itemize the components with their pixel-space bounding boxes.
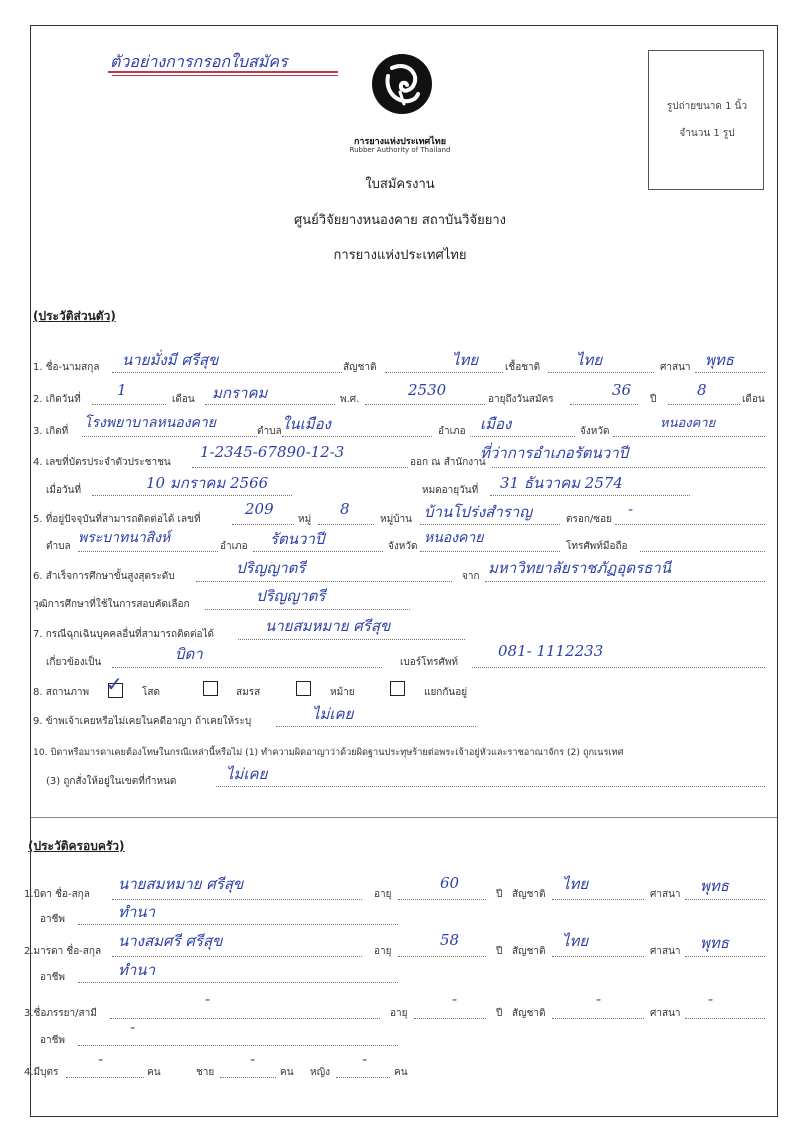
issued-line [492, 467, 765, 468]
parent-crime-text-1: 10. บิดาหรือมารดาเคยต้องโทษในกรณีเหล่านี้หรือไม่ (1) ทำความผิดอาญาว่าด้วยผิดฐานประทุษร้ายต่อพระเจ้าอยู่หัวและราชอาณาจักร (2) ถูกเนรเทศ [33, 747, 624, 758]
mother-years-label: ปี [496, 946, 503, 957]
status-separated-checkbox[interactable] [390, 681, 405, 696]
ethnicity-line [548, 372, 654, 373]
birthplace-line [82, 436, 257, 437]
spouse-age-line [414, 1018, 486, 1019]
mother-occupation-label: อาชีพ [40, 972, 65, 983]
crime-line [276, 726, 476, 727]
birth-subdistrict-label: ตำบล [257, 426, 282, 437]
nationality-line [385, 372, 503, 373]
expiry-value[interactable]: 31 ธันวาคม 2574 [500, 474, 623, 492]
crime-value[interactable]: ไม่เคย [312, 705, 354, 723]
birth-district-value[interactable]: เมือง [480, 415, 512, 433]
father-occupation-label: อาชีพ [40, 914, 65, 925]
mobile-line [640, 551, 765, 552]
spouse-religion[interactable]: - [708, 990, 714, 1008]
section-divider-1 [31, 817, 777, 818]
father-religion[interactable]: พุทธ [700, 877, 729, 895]
form-title: ใบสมัครงาน [365, 177, 435, 192]
children-total-line [66, 1077, 144, 1078]
mother-nationality-line [552, 956, 644, 957]
moo-label: หมู่ [298, 514, 312, 525]
birth-province-value[interactable]: หนองคาย [660, 416, 716, 431]
crime-label: 9. ข้าพเจ้าเคยหรือไม่เคยในคดีอาญา ถ้าเคยให้ระบุ [33, 716, 252, 727]
qual-value[interactable]: ปริญญาตรี [256, 587, 326, 605]
soi-value[interactable]: - [628, 500, 634, 518]
name-value[interactable]: นายมั่งมี ศรีสุข [122, 351, 219, 369]
mother-religion-line [685, 956, 765, 957]
addr-province-label: จังหวัด [388, 541, 418, 552]
birthplace-value[interactable]: โรงพยาบาลหนองคาย [84, 415, 216, 431]
children-label: 4.มีบุตร [24, 1067, 59, 1078]
children-female-line [336, 1077, 390, 1078]
spouse-occupation-line [78, 1045, 398, 1046]
edu-value[interactable]: ปริญญาตรี [236, 559, 306, 577]
addr-province-line [420, 551, 560, 552]
spouse-name[interactable]: - [205, 990, 211, 1008]
status-separated-label: แยกกันอยู่ [424, 687, 468, 698]
expiry-line [490, 495, 690, 496]
years-label: ปี [650, 394, 657, 405]
status-single-label: โสด [142, 687, 160, 698]
age-years-value[interactable]: 36 [612, 381, 632, 399]
qual-line [205, 609, 410, 610]
children-unit-3: คน [394, 1067, 408, 1078]
issued-label: ออก ณ สำนักงาน [410, 457, 486, 468]
status-married-checkbox[interactable] [203, 681, 218, 696]
age-label: อายุถึงวันสมัคร [488, 394, 554, 405]
addr-province-value[interactable]: หนองคาย [424, 530, 484, 546]
nationality-label: สัญชาติ [343, 362, 377, 373]
parent-crime-text-2: (3) ถูกสั่งให้อยู่ในเขตที่กำหนด [46, 776, 177, 787]
children-female-label: หญิง [310, 1067, 330, 1078]
mother-religion-label: ศาสนา [650, 946, 681, 957]
spouse-occupation-label: อาชีพ [40, 1035, 65, 1046]
emergency-label: 7. กรณีฉุกเฉินบุคคลอื่นที่สามารถติดต่อได้ [33, 629, 215, 640]
name-line [112, 372, 342, 373]
form-org-title: การยางแห่งประเทศไทย [333, 248, 467, 263]
issue-date-label: เมื่อวันที่ [46, 485, 82, 496]
spouse-nationality-label: สัญชาติ [512, 1008, 546, 1019]
months-label: เดือน [742, 394, 765, 405]
father-occupation[interactable]: ทำนา [118, 903, 155, 921]
age-months-line [668, 404, 740, 405]
age-months-value[interactable]: 8 [697, 381, 707, 399]
org-name-th: การยางแห่งประเทศไทย [353, 137, 447, 147]
edu-label: 6. สำเร็จการศึกษาขั้นสูงสุดระดับ [33, 571, 175, 582]
org-name-en: Rubber Authority of Thailand [349, 146, 451, 154]
id-label: 4. เลขที่บัตรประจำตัวประชาชน [33, 457, 171, 468]
sample-note: ตัวอย่างการกรอกใบสมัคร [110, 52, 288, 71]
father-name[interactable]: นายสมหมาย ศรีสุข [118, 875, 244, 893]
edu-line [196, 581, 452, 582]
year-value[interactable]: 2530 [408, 381, 447, 399]
birth-district-line [470, 436, 575, 437]
id-value[interactable]: 1-2345-67890-12-3 [200, 443, 345, 461]
mother-occupation-line [78, 982, 398, 983]
edu-from-value[interactable]: มหาวิทยาลัยราชภัฏอุดรธานี [488, 559, 671, 577]
issue-date-line [92, 495, 292, 496]
addr-subdistrict-value[interactable]: พระบาทนาสิงห์ [78, 530, 171, 546]
year-line [365, 404, 485, 405]
address-label: 5. ที่อยู่ปัจจุบันที่สามารถติดต่อได้ เลขที่ [33, 514, 201, 525]
mobile-label: โทรศัพท์มือถือ [566, 541, 628, 552]
spouse-religion-label: ศาสนา [650, 1008, 681, 1019]
status-single-check-mark: ✓ [106, 672, 123, 696]
year-label: พ.ศ. [340, 394, 360, 405]
addr-district-label: อำเภอ [220, 541, 248, 552]
phone-label: เบอร์โทรศัพท์ [400, 657, 459, 668]
mother-age[interactable]: 58 [440, 931, 460, 949]
children-male-line [220, 1077, 276, 1078]
parent-crime-value[interactable]: ไม่เคย [226, 765, 268, 783]
phone-value[interactable]: 081- 1112233 [498, 642, 604, 660]
spouse-age-label: อายุ [390, 1008, 408, 1019]
spouse-label: 3.ชื่อภรรยา/สามี [24, 1008, 97, 1019]
children-total[interactable]: - [98, 1050, 104, 1068]
edu-from-line [485, 581, 765, 582]
dob-label: 2. เกิดวันที่ [33, 394, 81, 405]
mother-label: 2.มารดา ชื่อ-สกุล [24, 946, 102, 957]
children-male[interactable]: - [250, 1050, 256, 1068]
photo-box-line1: รูปถ่ายขนาด 1 นิ้ว [666, 101, 748, 112]
children-unit-2: คน [280, 1067, 294, 1078]
mother-name[interactable]: นางสมศรี ศรีสุข [118, 932, 223, 950]
birth-subdistrict-value[interactable]: ในเมือง [282, 415, 331, 433]
village-value[interactable]: บ้านโปร่งสำราญ [424, 503, 532, 521]
village-label: หมู่บ้าน [380, 514, 412, 525]
addr-subdistrict-line [78, 551, 218, 552]
mother-name-line [112, 956, 362, 957]
photo-box [648, 50, 764, 190]
mother-occupation[interactable]: ทำนา [118, 961, 155, 979]
religion-label: ศาสนา [660, 362, 691, 373]
relation-line [112, 667, 382, 668]
father-religion-line [685, 899, 765, 900]
day-line [92, 404, 166, 405]
sample-underline-2 [112, 75, 338, 76]
issue-date-value[interactable]: 10 มกราคม 2566 [146, 474, 269, 492]
ethnicity-label: เชื้อชาติ [505, 362, 541, 373]
spouse-nationality[interactable]: - [596, 990, 602, 1008]
edu-from-label: จาก [462, 571, 480, 582]
phone-line [472, 667, 765, 668]
birthplace-label: 3. เกิดที่ [33, 426, 69, 437]
status-married-label: สมรส [236, 687, 261, 698]
house-no-value[interactable]: 209 [245, 500, 274, 518]
name-label: 1. ชื่อ-นามสกุล [33, 362, 100, 373]
rubber-authority-logo [370, 52, 434, 116]
mother-nationality[interactable]: ไทย [562, 932, 589, 950]
soi-line [615, 524, 765, 525]
status-label: 8. สถานภาพ [33, 687, 90, 698]
birth-subdistrict-line [282, 436, 432, 437]
status-widowed-label: หม้าย [330, 687, 355, 698]
village-line [420, 524, 560, 525]
qual-label: วุฒิการศึกษาที่ใช้ในการสอบคัดเลือก [33, 599, 190, 610]
birth-province-line [613, 436, 765, 437]
age-years-line [570, 404, 638, 405]
personal-section-title: (ประวัติส่วนตัว) [33, 309, 116, 323]
spouse-religion-line [685, 1018, 765, 1019]
issued-value[interactable]: ที่ว่าการอำเภอรัตนวาปี [480, 444, 629, 462]
father-nationality[interactable]: ไทย [562, 875, 589, 893]
spouse-years-label: ปี [496, 1008, 503, 1019]
photo-box-line2: จำนวน 1 รูป [679, 128, 735, 139]
emergency-value[interactable]: นายสมหมาย ศรีสุข [265, 617, 391, 635]
nationality-value[interactable]: ไทย [452, 351, 479, 369]
father-age-line [398, 899, 486, 900]
family-section-title: (ประวัติครอบครัว) [28, 839, 125, 853]
moo-value[interactable]: 8 [340, 500, 350, 518]
mother-nationality-label: สัญชาติ [512, 946, 546, 957]
addr-district-line [253, 551, 383, 552]
father-occupation-line [78, 924, 398, 925]
spouse-occupation[interactable]: - [130, 1018, 136, 1036]
mother-age-label: อายุ [374, 946, 392, 957]
id-line [192, 467, 408, 468]
addr-subdistrict-label: ตำบล [46, 541, 71, 552]
sample-underline [108, 71, 338, 73]
children-male-label: ชาย [196, 1067, 215, 1078]
father-age-label: อายุ [374, 889, 392, 900]
father-nationality-label: สัญชาติ [512, 889, 546, 900]
children-unit-1: คน [147, 1067, 161, 1078]
soi-label: ตรอก/ซอย [566, 514, 612, 525]
emergency-line [238, 639, 465, 640]
mother-religion[interactable]: พุทธ [700, 934, 729, 952]
mother-age-line [398, 956, 486, 957]
father-nationality-line [552, 899, 644, 900]
religion-line [695, 372, 765, 373]
form-subtitle: ศูนย์วิจัยยางหนองคาย สถาบันวิจัยยาง [294, 213, 506, 228]
ethnicity-value[interactable]: ไทย [576, 351, 603, 369]
father-label: 1.บิดา ชื่อ-สกุล [24, 889, 90, 900]
father-age[interactable]: 60 [440, 874, 460, 892]
spouse-nationality-line [552, 1018, 644, 1019]
month-label: เดือน [172, 394, 195, 405]
status-widowed-checkbox[interactable] [296, 681, 311, 696]
spouse-age[interactable]: - [452, 990, 458, 1008]
relation-label: เกี่ยวข้องเป็น [46, 657, 102, 668]
expiry-label: หมดอายุวันที่ [422, 485, 479, 496]
father-religion-label: ศาสนา [650, 889, 681, 900]
day-value[interactable]: 1 [117, 381, 127, 399]
father-years-label: ปี [496, 889, 503, 900]
month-value[interactable]: มกราคม [212, 384, 268, 402]
spouse-name-line [110, 1018, 380, 1019]
birth-province-label: จังหวัด [580, 426, 610, 437]
religion-value[interactable]: พุทธ [705, 351, 734, 369]
children-female[interactable]: - [362, 1050, 368, 1068]
birth-district-label: อำเภอ [438, 426, 466, 437]
house-no-line [232, 524, 294, 525]
addr-district-value[interactable]: รัตนวาปี [270, 530, 325, 548]
parent-crime-line [216, 786, 765, 787]
relation-value[interactable]: บิดา [175, 645, 203, 663]
moo-line [318, 524, 374, 525]
